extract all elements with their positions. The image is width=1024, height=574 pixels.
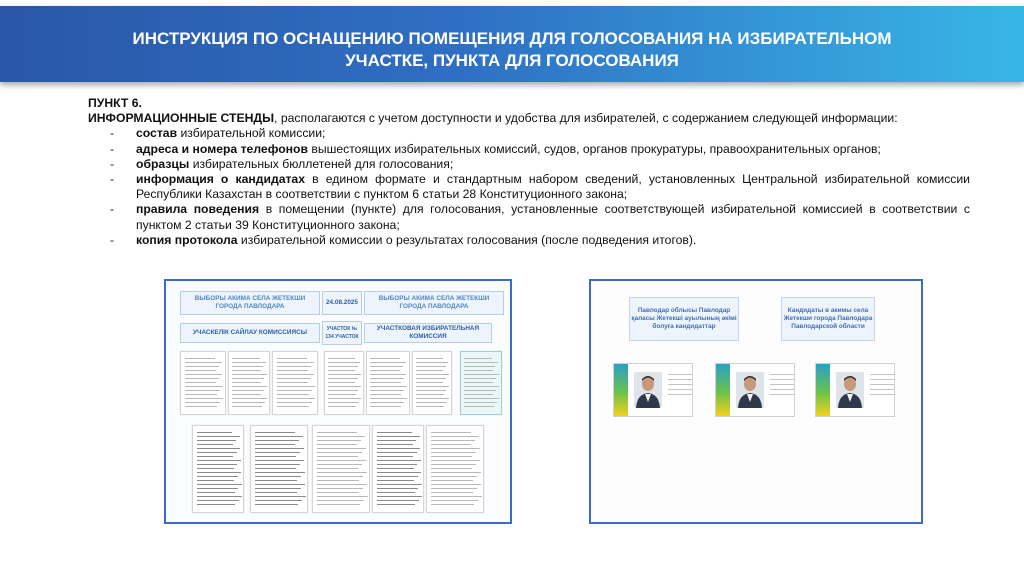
stand-photo-candidates (589, 279, 923, 524)
card-text-lines (668, 374, 692, 399)
board-date: 24.08.2025 (322, 291, 362, 315)
list-item (88, 233, 970, 248)
item-bold: правила поведения (136, 202, 260, 217)
station-number: УЧАСТОК № 134 УЧАСТОК (322, 321, 362, 345)
item-bold: адреса и номера телефонов (136, 141, 308, 156)
title-banner (0, 6, 1024, 82)
intro-rest: , располагаются с учетом доступности и удобства для избирателей, с содержанием следующей информации: (274, 111, 898, 126)
list-dash: - (110, 126, 115, 141)
candidate-photo (736, 372, 764, 408)
card-text-lines (770, 374, 794, 399)
document-thumbnail (372, 425, 424, 513)
item-rest: в помещении (пункте) для голосования, установленные соответствующей избирательной комиссией в соответствии с пунктом 2 статьи 39 Конституционного закона; (136, 202, 971, 232)
document-thumbnail (312, 425, 370, 513)
item-bold: образцы (136, 156, 190, 171)
list-item (88, 142, 970, 157)
candidate-card (815, 363, 895, 417)
page-title (40, 28, 984, 72)
candidate-card (613, 363, 693, 417)
item-rest: избирательных бюллетеней для голосования; (189, 156, 454, 171)
document-thumbnail (272, 351, 318, 415)
intro-bold: ИНФОРМАЦИОННЫЕ СТЕНДЫ (88, 111, 275, 126)
item-rest: вышестоящих избирательных комиссий, судов, органов прокуратуры, правоохранительных органов; (307, 141, 881, 156)
item-rest: избирательной комиссии о результатах голосования (после подведения итогов). (237, 232, 697, 247)
page-title-line2: УЧАСТКЕ, ПУНКТА ДЛЯ ГОЛОСОВАНИЯ (345, 51, 679, 70)
point-heading: ПУНКТ 6. (88, 96, 142, 110)
flag-icon (716, 364, 730, 416)
candidate-photo (836, 372, 864, 408)
item-rest: в едином формате и стандартным набором сведений, установленных Центральной избирательной комиссии Республики Казахстан в соответствии с пунктом 6 статьи 28 Конституционного закона; (136, 172, 970, 202)
list-dash: - (110, 141, 115, 156)
list-item (88, 172, 970, 202)
document-thumbnail (366, 351, 410, 415)
stand-photo-documents (164, 279, 512, 524)
document-thumbnail (192, 425, 244, 513)
document-thumbnail (426, 425, 484, 513)
candidates-header-ru: Кандидаты в акимы села Жетекши города Павлодара Павлодарской области (781, 297, 875, 341)
list-dash: - (110, 156, 115, 171)
list-dash: - (110, 202, 115, 217)
list-dash: - (110, 172, 115, 187)
instruction-text (88, 96, 970, 248)
document-thumbnail (180, 351, 226, 415)
page-title-line1: ИНСТРУКЦИЯ ПО ОСНАЩЕНИЮ ПОМЕЩЕНИЯ ДЛЯ ГОЛОСОВАНИЯ НА ИЗБИРАТЕЛЬНОМ (132, 29, 892, 48)
board-header-kz: ВЫБОРЫ АКИМА СЕЛА ЖЕТЕКШИ ГОРОДА ПАВЛОДАРА (180, 291, 320, 315)
flag-icon (816, 364, 830, 416)
candidates-header-kz: Павлодар облысы Павлодар қаласы Жетекші ауылының әкімі болуға кандидаттар (629, 297, 739, 341)
commission-title-ru: УЧАСТКОВАЯ ИЗБИРАТЕЛЬНАЯ КОМИССИЯ (364, 323, 492, 343)
candidate-card (715, 363, 795, 417)
info-items-list (88, 126, 970, 248)
item-bold: состав (136, 126, 178, 141)
document-thumbnail (324, 351, 364, 415)
document-thumbnail (228, 351, 270, 415)
item-bold: информация о кандидатах (136, 172, 305, 187)
item-rest: избирательной комиссии; (177, 126, 326, 141)
document-thumbnail (250, 425, 308, 513)
board-header-ru: ВЫБОРЫ АКИМА СЕЛА ЖЕТЕКШИ ГОРОДА ПАВЛОДАРА (364, 291, 504, 315)
card-text-lines (870, 374, 894, 399)
candidate-photo (634, 372, 662, 408)
item-bold: копия протокола (136, 232, 238, 247)
flag-icon (614, 364, 628, 416)
commission-title-kz: УЧАСКЕЛІК САЙЛАУ КОМИССИЯСЫ (180, 323, 320, 343)
intro-paragraph (88, 111, 970, 126)
document-thumbnail (460, 351, 502, 415)
list-item (88, 126, 970, 141)
list-item (88, 202, 970, 232)
list-dash: - (110, 232, 115, 247)
document-thumbnail (412, 351, 452, 415)
list-item (88, 157, 970, 172)
